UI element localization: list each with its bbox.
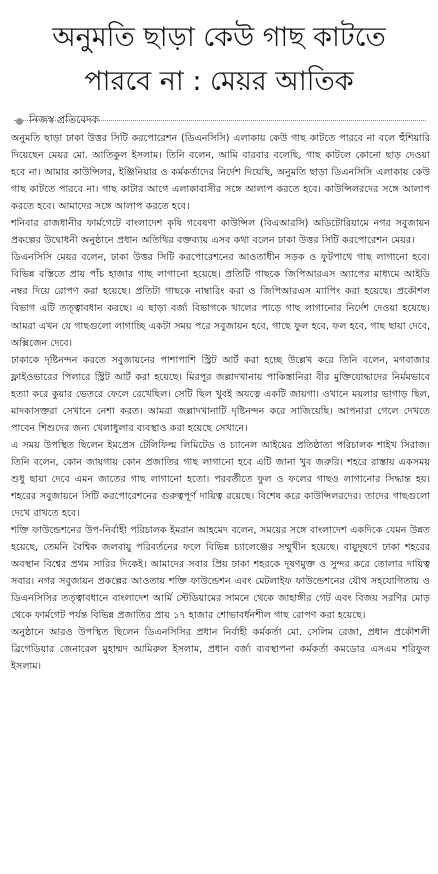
byline: [16, 112, 426, 130]
article-paragraph: এ সময় উপস্থিত ছিলেন ইমপ্রেস টেলিফিল্ম লিমিটেড ও চ্যানেল আইয়ের প্রতিষ্ঠাতা পরিচালক শাইখ সিরাজ। তিনি বলেন, কোন জায়গায় কোন প্রজাতির গাছ লাগানো হবে এটি জানা খুব জরুরি। শহরে রাস্তায় একসময় শুধু ছায়া দেবে এমন জাতের গাছ লাগানো হতো। পরবর্তীতে ফুল ও ফলের গাছও লাগানোর সিদ্ধান্ত হয়। শহরের সবুজায়নে সিটি করপোরেশনের গুরুত্বপূর্ণ দায়িত্ব রয়েছে। বিশেষ করে কাউন্সিলরদের। তাদের গাছগুলো দেখে রাখতে হবে।: [11, 439, 430, 520]
article-paragraph: শক্তি ফাউন্ডেশনের উপ-নির্বাহী পরিচালক ইমরান আহমেদ বলেন, সময়ের সঙ্গে বাংলাদেশ একদিকে যেমন উন্নত হয়েছে, তেমনি বৈশ্বিক জলবায়ু পরিবর্তনের ফলে বিভিন্ন চ্যালেঞ্জের সম্মুখীন হয়েছে। বায়ুদূষণে ঢাকা শহরের অবস্থান বিশ্বের প্রথম সারির দিকেই। আমাদের সবার প্রিয় ঢাকা শহরকে দূষণমুক্ত ও সুন্দর করে তোলার দায়িত্ব সবার। নগর সবুজায়ন প্রকল্পের আওতায় শক্তি ফাউন্ডেশন এবং মেটলাইফ ফাউন্ডেশনের যৌথ সহযোগিতায় ও ডিএনসিসির তত্ত্বাবধানে বাংলাদেশ আর্মি স্টেডিয়ামের সামনে থেকে জাহাঙ্গীর গেট এবং বিজয় সরণির মোড় থেকে ফার্মগেট পর্যন্ত বিভিন্ন প্রজাতির প্রায় ১৭ হাজার শোভাবর্ধনশীল গাছ রোপণ করা হয়েছে।: [11, 525, 430, 622]
article-body: [11, 130, 430, 868]
headline-line-2: পারবে না : মেয়র আতিক: [84, 66, 354, 97]
byline-divider: [14, 120, 426, 121]
article-paragraph: ডিএনসিসি মেয়র বলেন, ঢাকা উত্তর সিটি করপোরেশনের আওতাধীন সড়ক ও ফুটপাথে গাছ লাগানো হবে। বিভিন্ন বস্তিতে প্রায় পাঁচ হাজার গাছ লাগানো হয়েছে। প্রতিটি গাছকে জিপিআরএস অ্যাপের মাধ্যমে আইডি নম্বর দিয়ে রোপণ করা হয়েছে। প্রতিটা গাছকে নাম্বারিং করা ও জিপিআরএস ম্যাপিং করা হয়েছে। প্রকৌশল বিভাগ এটি তত্ত্বাবধান করছে। এ ছাড়া বর্জ্য বিভাগকে খালের পাড়ে গাছ লাগানোর নির্দেশ দেওয়া হয়েছে। আমরা এখন যে গাছগুলো লাগাচ্ছি একটা সময় পরে সবুজায়ন হবে, গাছে ফুল হবে, ফল হবে, গাছ ছায়া দেবে, অক্সিজেন দেবে।: [11, 252, 430, 349]
article-paragraph: অনুষ্ঠানে আরও উপস্থিত ছিলেন ডিএনসিসির প্রধান নির্বাহী কর্মকর্তা মো. সেলিম রেজা, প্রধান প্রকৌশলী ব্রিগেডিয়ার জেনারেল মুহাম্মদ আমিরুল ইসলাম, প্রধান বর্জ্য ব্যবস্থাপনা কর্মকর্তা কমডোর এসএম শরিফুল ইসলাম।: [11, 627, 430, 673]
bullet-icon: [16, 118, 23, 125]
article-paragraph: ঢাকাকে দৃষ্টিনন্দন করতে সবুজায়নের পাশাপাশি স্ট্রিট আর্ট করা হচ্ছে উল্লেখ করে তিনি বলেন, মগবাজার ফ্লাইওভারের পিলারে স্ট্রিট আর্ট করা হয়েছে। মিরপুর জল্লাদখানায় পাকিস্তানিরা বীর মুক্তিযোদ্ধাদের নির্মমভাবে হত্যা করে কুয়ার ভেতরে ফেলে রেখেছিল। সেটি ছিল খুবই অযত্নে একটি জায়গা। ওখানে ময়লার ভাগাড় ছিল, মাদকাসক্তরা সেখানে নেশা করত। আমরা জল্লাদখানাটি দৃষ্টিনন্দন করে সাজিয়েছি। আপনারা গেলে দেখতে পাবেন শিশুদের জন্য খেলাধুলার ব্যবস্থাও করা হয়েছে সেখানে।: [11, 354, 430, 434]
headline-line-1: অনুমতি ছাড়া কেউ গাছ কাটতে: [52, 22, 386, 53]
article-paragraph: অনুমতি ছাড়া ঢাকা উত্তর সিটি করপোরেশন (ডিএনসিসি) এলাকায় কেউ গাছ কাটতে পারবে না বলে হুঁশিয়ারি দিয়েছেন মেয়র মো. আতিকুল ইসলাম। তিনি বলেন, আমি বারবার বলেছি, গাছ কাটলে কোনো ছাড় দেওয়া হবে না। আমার কাউন্সিলর, ইঞ্জিনিয়ার ও কর্মকর্তাদের নির্দেশ দিয়েছি, অনুমতি ছাড়া ডিএনসিসি এলাকায় কেউ গাছ কাটতে পারবে না। গাছ কাটার আগে এলাকাবাসীর সঙ্গে আলাপ করতে হবে। কাউন্সিলরদের সঙ্গে আলাপ করতে হবে। আমাদের সঙ্গে আলাপ করতে হবে।: [11, 133, 430, 213]
headline: [0, 0, 438, 104]
byline-text: নিজস্ব প্রতিবেদক: [29, 113, 100, 126]
article-paragraph: শনিবার রাজধানীর ফার্মগেটে বাংলাদেশ কৃষি গবেষণা কাউন্সিল (বিএআরসি) অডিটোরিয়ামে নগর সবুজায়ন প্রকল্পের উদ্বোধনী অনুষ্ঠানে প্রধান অতিথির বক্তব্যায় এসব কথা বলেন ঢাকা উত্তর সিটি করপোরেশন মেয়র।: [11, 218, 430, 247]
